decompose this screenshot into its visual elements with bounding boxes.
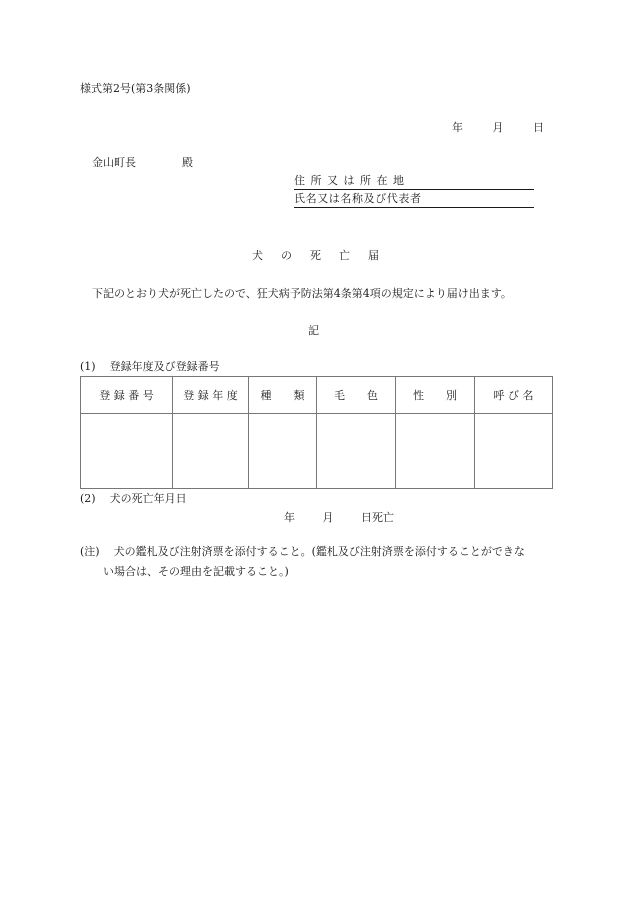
column-header-registration-year: 登 録 年 度 — [173, 377, 249, 414]
note-line-2: い場合は、その理由を記載すること。) — [103, 565, 289, 578]
submission-date — [452, 122, 544, 133]
ki-heading: 記 — [308, 324, 319, 337]
section2-heading — [80, 493, 187, 504]
death-date-year-label: 年 — [284, 511, 295, 524]
section2-label: 犬の死亡年月日 — [109, 492, 187, 505]
death-date-month-label: 月 — [322, 511, 334, 524]
applicant-name-label: 氏名又は名称及び代表者 — [294, 192, 422, 205]
cell-breed[interactable] — [249, 414, 317, 489]
cell-registration-year[interactable] — [173, 414, 249, 489]
document-title: 犬の死亡届 — [252, 249, 397, 262]
note-prefix: (注) — [80, 545, 100, 558]
column-header-dog-name: 呼 び 名 — [475, 377, 553, 414]
death-date-day-label: 日死亡 — [361, 511, 394, 524]
note-text-1: 犬の鑑札及び注射済票を添付すること。(鑑札及び注射済票を添付することができな — [113, 545, 525, 558]
cell-sex[interactable] — [396, 414, 475, 489]
table-header-row — [81, 377, 553, 414]
applicant-name-field[interactable] — [294, 193, 534, 208]
addressee — [92, 157, 193, 168]
section1-label: 登録年度及び登録番号 — [109, 360, 220, 373]
date-year-label: 年 — [452, 121, 463, 134]
column-header-registration-number: 登 録 番 号 — [81, 377, 173, 414]
applicant-address-field[interactable] — [294, 175, 534, 190]
death-date — [284, 512, 394, 523]
cell-dog-name[interactable] — [475, 414, 553, 489]
form-number: 様式第2号(第3条関係) — [80, 82, 191, 95]
table-row — [81, 414, 553, 489]
section1-number: (1) — [80, 360, 96, 373]
column-header-sex: 性 別 — [396, 377, 475, 414]
date-month-label: 月 — [492, 121, 504, 134]
addressee-honorific: 殿 — [182, 156, 193, 169]
section1-heading — [80, 361, 220, 372]
column-header-breed: 種 類 — [249, 377, 317, 414]
column-header-coat-color: 毛 色 — [317, 377, 396, 414]
note-line-1 — [80, 546, 525, 557]
body-text: 下記のとおり犬が死亡したので、狂犬病予防法第4条第4項の規定により届け出ます。 — [92, 287, 512, 300]
date-day-label: 日 — [533, 121, 544, 134]
section2-number: (2) — [80, 492, 96, 505]
addressee-name: 金山町長 — [92, 156, 136, 169]
cell-registration-number[interactable] — [81, 414, 173, 489]
applicant-address-label: 住所又は所在地 — [294, 174, 410, 187]
registration-table — [80, 376, 553, 489]
cell-coat-color[interactable] — [317, 414, 396, 489]
